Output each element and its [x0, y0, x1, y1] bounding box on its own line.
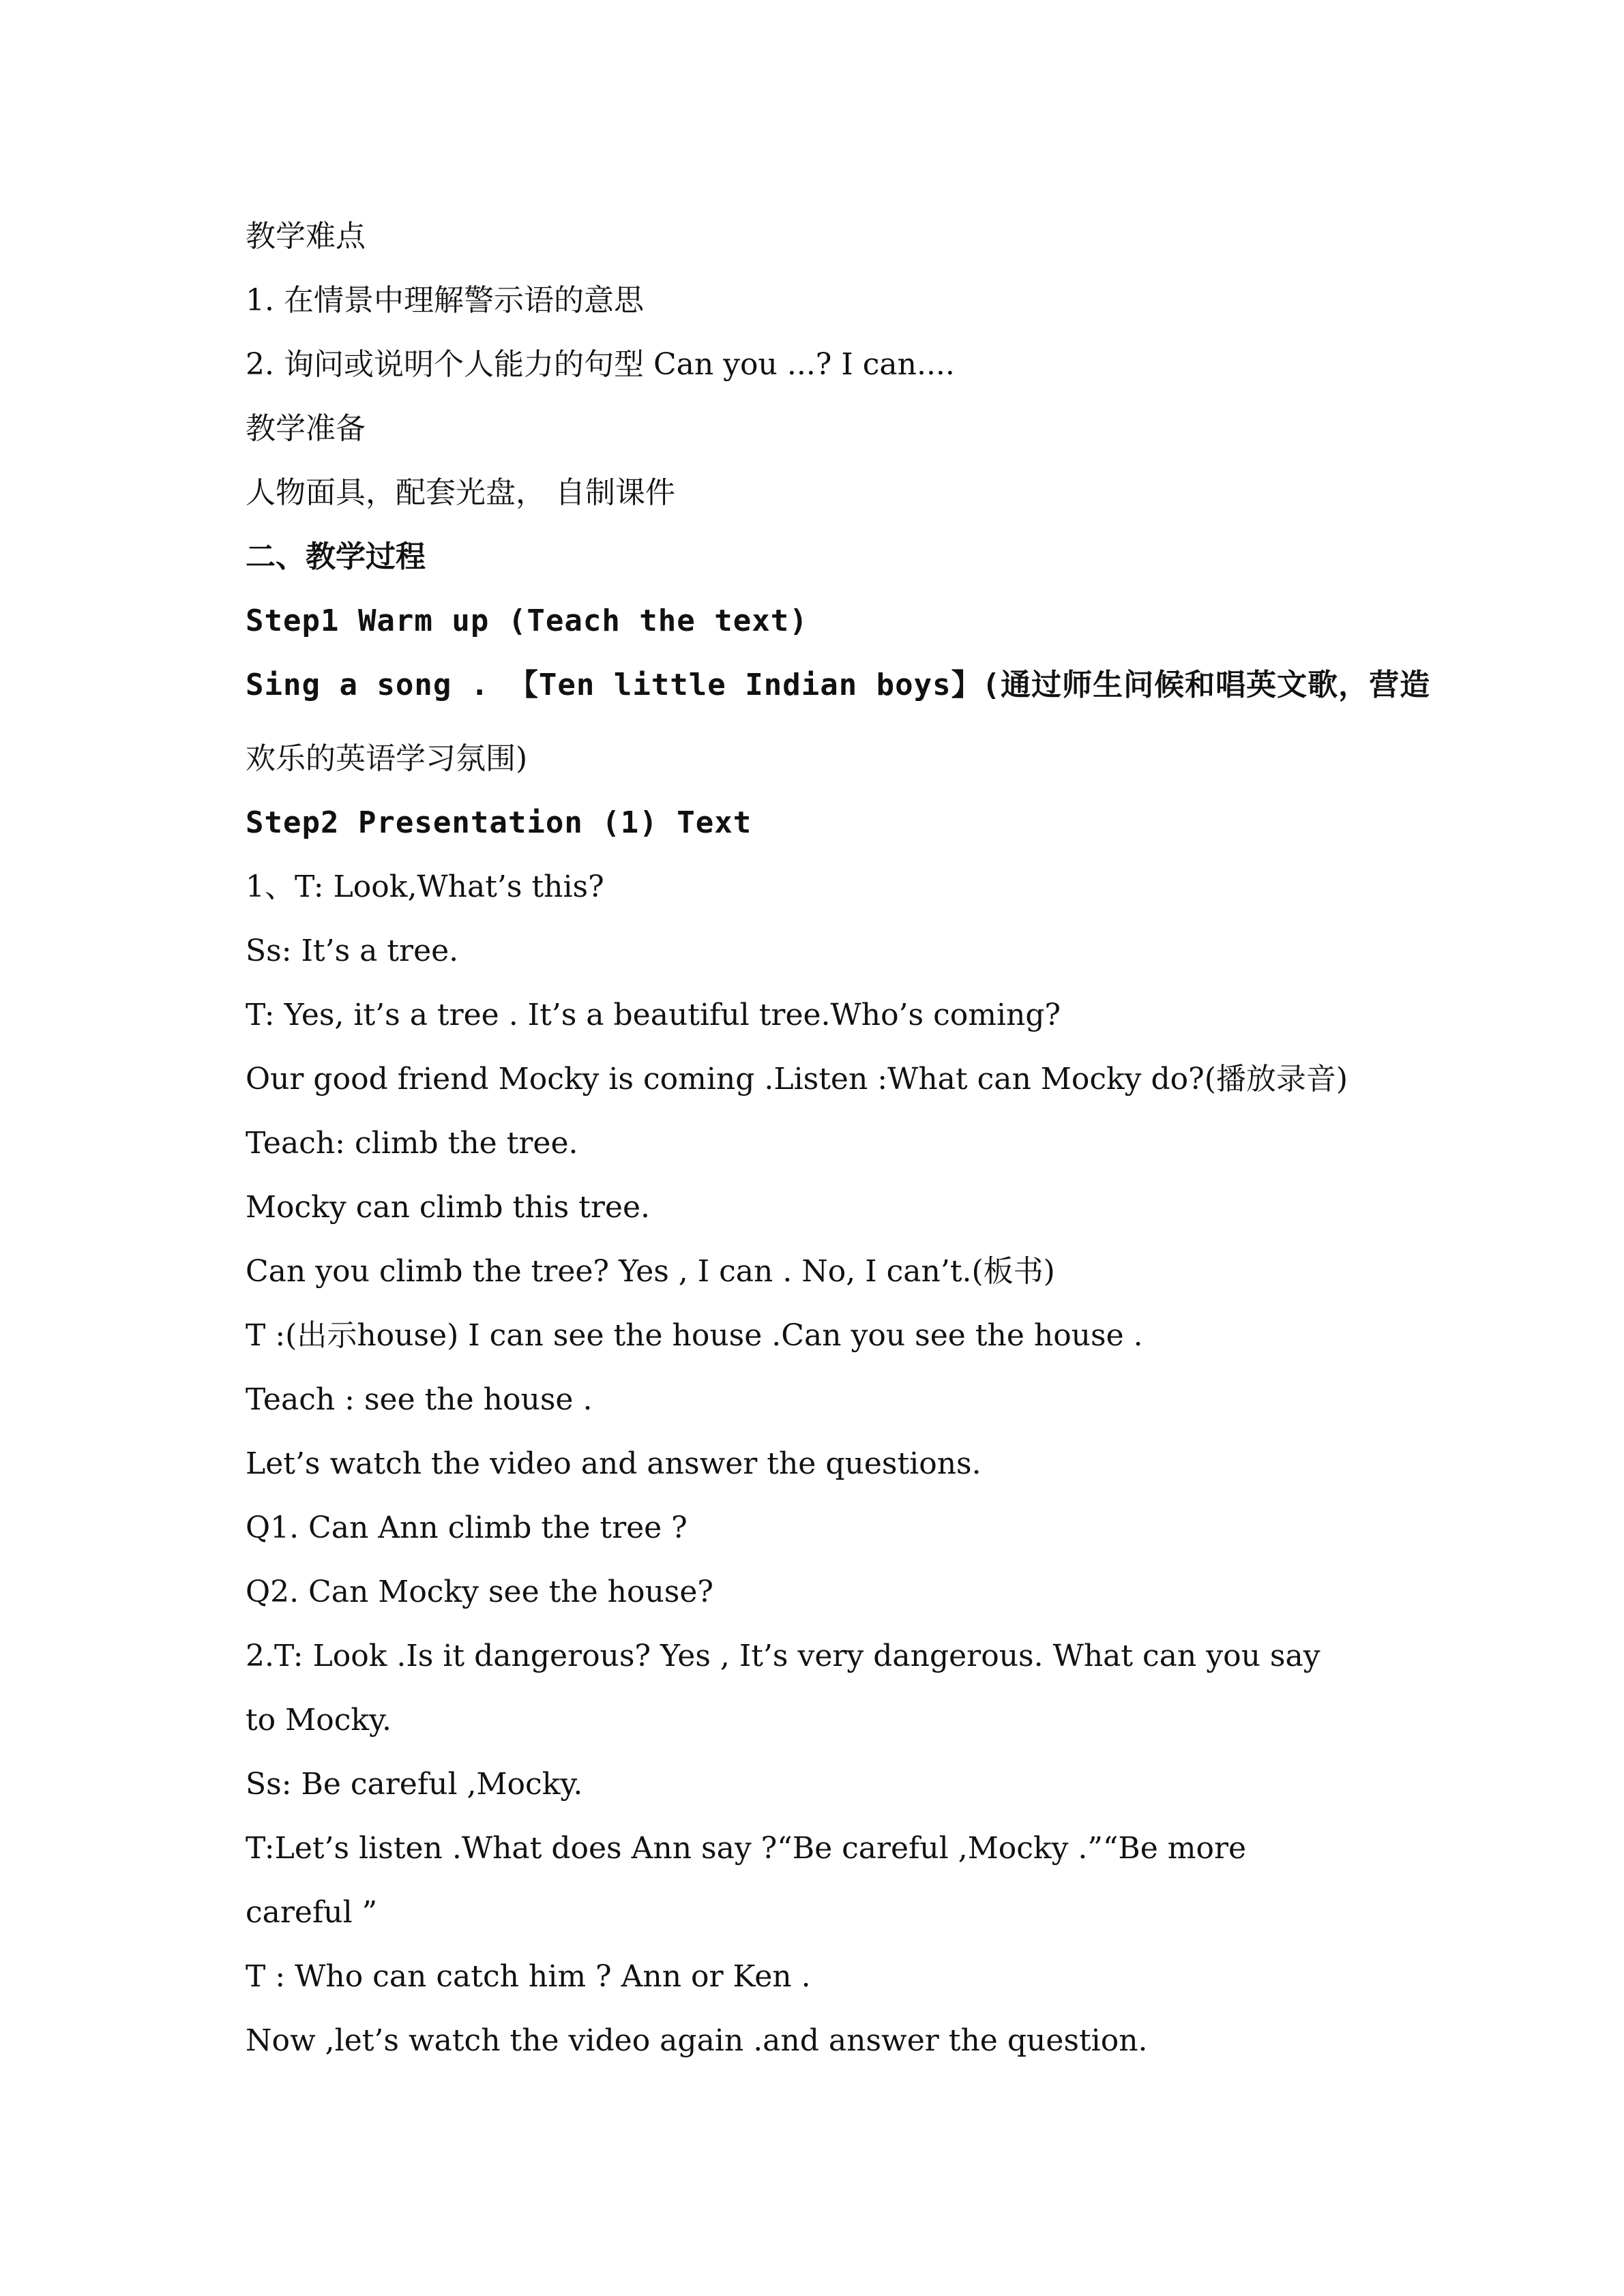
dialogue-line: 2.T: Look .Is it dangerous? Yes , It’s very dangerous. What can you say [246, 1639, 1320, 1673]
dialogue-line: T: Yes, it’s a tree . It’s a beautiful tree.Who’s coming? [246, 998, 1061, 1032]
dialogue-line: Our good friend Mocky is coming .Listen :What can Mocky do?(播放录音) [246, 1062, 1348, 1097]
question-2: Q2. Can Mocky see the house? [246, 1575, 714, 1609]
dialogue-line: Let’s watch the video and answer the questions. [246, 1446, 981, 1481]
dialogue-line: Teach : see the house . [246, 1382, 593, 1417]
dialogue-line: Now ,let’s watch the video again .and answer the question. [246, 2023, 1148, 2058]
dialogue-line: T : Who can catch him ? Ann or Ken . [246, 1959, 811, 1994]
question-1: Q1. Can Ann climb the tree ? [246, 1510, 688, 1545]
dialogue-line: to Mocky. [246, 1703, 392, 1738]
step2-heading: Step2 Presentation (1) Text [246, 805, 752, 840]
difficulty-item-1: 1. 在情景中理解警示语的意思 [246, 283, 644, 318]
heading-teaching-preparation: 教学准备 [246, 411, 366, 446]
dialogue-line: T:Let’s listen .What does Ann say ?“Be careful ,Mocky .”“Be more [246, 1831, 1247, 1866]
dialogue-line: Teach: climb the tree. [246, 1126, 578, 1161]
heading-teaching-process: 二、教学过程 [246, 539, 426, 574]
dialogue-line: 1、T: Look,What’s this? [246, 869, 604, 904]
dialogue-line: Ss: Be careful ,Mocky. [246, 1767, 583, 1802]
step1-heading: Step1 Warm up (Teach the text) [246, 603, 808, 638]
heading-teaching-difficulties: 教学难点 [246, 219, 366, 254]
preparation-text: 人物面具，配套光盘， 自制课件 [246, 475, 675, 510]
sing-song-line: Sing a song . 【Ten little Indian boys】(通过师生问候和唱英文歌，营造 [246, 668, 1431, 702]
document-body [246, 205, 1431, 2073]
dialogue-line: Ss: It’s a tree. [246, 934, 459, 968]
dialogue-line: Can you climb the tree? Yes , I can . No, I can’t.(板书) [246, 1254, 1055, 1289]
dialogue-line: T :(出示house) I can see the house .Can you see the house . [246, 1318, 1143, 1353]
difficulty-item-2: 2. 询问或说明个人能力的句型 Can you ...? I can.... [246, 347, 955, 382]
dialogue-line: careful ” [246, 1895, 378, 1930]
dialogue-line: Mocky can climb this tree. [246, 1190, 650, 1225]
sing-song-line-continued: 欢乐的英语学习氛围) [246, 741, 528, 776]
